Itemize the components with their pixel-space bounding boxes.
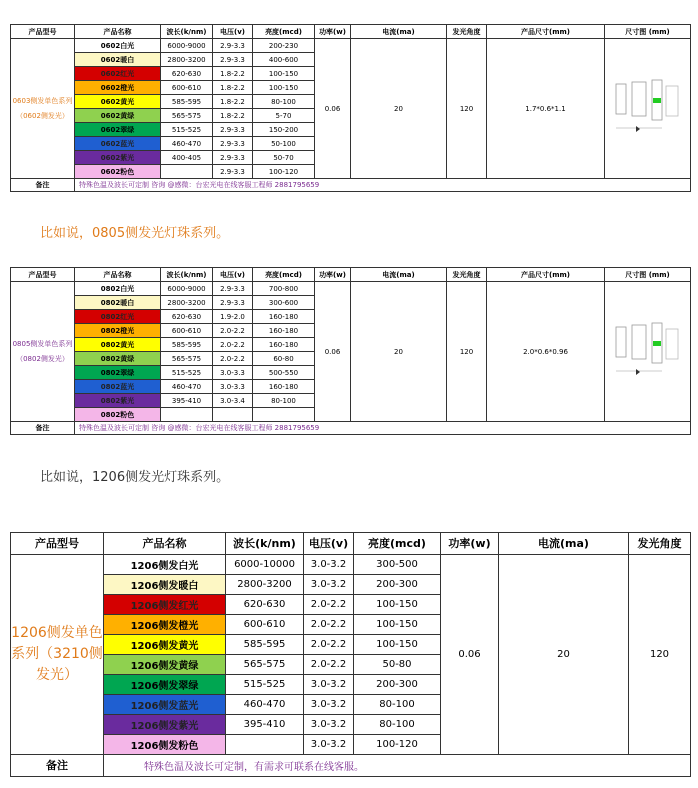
wavelength-cell: 600-610 bbox=[226, 614, 304, 634]
header-angle: 发光角度 bbox=[447, 25, 487, 39]
wavelength-cell: 460-470 bbox=[161, 380, 213, 394]
series-name: 0805侧发单色系列（0802侧发光） bbox=[11, 282, 75, 422]
brightness-cell: 100-120 bbox=[253, 165, 315, 179]
wavelength-cell: 620-630 bbox=[226, 594, 304, 614]
voltage-cell: 2.0-2.2 bbox=[213, 338, 253, 352]
voltage-cell: 1.8-2.2 bbox=[213, 95, 253, 109]
voltage-cell: 2.0-2.2 bbox=[304, 654, 354, 674]
header-voltage: 电压(v) bbox=[213, 25, 253, 39]
brightness-cell: 80-100 bbox=[253, 394, 315, 408]
product-name-cell: 0602翠绿 bbox=[75, 123, 161, 137]
product-name-cell: 1206侧发红光 bbox=[104, 594, 226, 614]
note-label: 备注 bbox=[11, 179, 75, 192]
brightness-cell: 80-100 bbox=[253, 95, 315, 109]
brightness-cell: 150-200 bbox=[253, 123, 315, 137]
voltage-cell: 2.9-3.3 bbox=[213, 151, 253, 165]
voltage-cell: 3.0-3.3 bbox=[213, 366, 253, 380]
wavelength-cell: 565-575 bbox=[226, 654, 304, 674]
table-row bbox=[11, 282, 691, 296]
voltage-cell: 3.0-3.2 bbox=[304, 574, 354, 594]
brightness-cell: 200-300 bbox=[354, 574, 441, 594]
wavelength-cell: 6000-9000 bbox=[161, 39, 213, 53]
brightness-cell: 300-500 bbox=[354, 554, 441, 574]
voltage-cell: 2.9-3.3 bbox=[213, 282, 253, 296]
header-angle: 发光角度 bbox=[629, 532, 691, 554]
header-power: 功率(w) bbox=[315, 25, 351, 39]
header-wavelength: 波长(k/nm) bbox=[226, 532, 304, 554]
voltage-cell: 1.8-2.2 bbox=[213, 81, 253, 95]
brightness-cell: 300-600 bbox=[253, 296, 315, 310]
dimension-drawing bbox=[605, 282, 691, 422]
header-drawing: 尺寸图 (mm) bbox=[605, 25, 691, 39]
header-power: 功率(w) bbox=[441, 532, 499, 554]
wavelength-cell: 515-525 bbox=[161, 366, 213, 380]
wavelength-cell: 620-630 bbox=[161, 67, 213, 81]
wavelength-cell bbox=[161, 408, 213, 422]
angle-value: 120 bbox=[447, 39, 487, 179]
brightness-cell: 100-150 bbox=[354, 614, 441, 634]
brightness-cell: 80-100 bbox=[354, 714, 441, 734]
voltage-cell: 1.8-2.2 bbox=[213, 109, 253, 123]
spec-table-1206 bbox=[10, 512, 691, 777]
header-brightness: 亮度(mcd) bbox=[253, 268, 315, 282]
voltage-cell: 2.9-3.3 bbox=[213, 296, 253, 310]
brightness-cell: 80-100 bbox=[354, 694, 441, 714]
product-name-cell: 0802黄绿 bbox=[75, 352, 161, 366]
header-size: 产品尺寸(mm) bbox=[487, 268, 605, 282]
product-name-cell: 0802橙光 bbox=[75, 324, 161, 338]
voltage-cell: 1.8-2.2 bbox=[213, 67, 253, 81]
brightness-cell: 100-120 bbox=[354, 734, 441, 754]
voltage-cell: 3.0-3.2 bbox=[304, 554, 354, 574]
header-size: 产品尺寸(mm) bbox=[487, 25, 605, 39]
wavelength-cell: 585-595 bbox=[161, 95, 213, 109]
brightness-cell: 160-180 bbox=[253, 324, 315, 338]
brightness-cell: 200-300 bbox=[354, 674, 441, 694]
header-name: 产品名称 bbox=[75, 25, 161, 39]
note-label: 备注 bbox=[11, 754, 104, 776]
product-name-cell: 1206侧发黄光 bbox=[104, 634, 226, 654]
size-value: 1.7*0.6*1.1 bbox=[487, 39, 605, 179]
product-name-cell: 1206侧发黄绿 bbox=[104, 654, 226, 674]
product-name-cell: 0802蓝光 bbox=[75, 380, 161, 394]
wavelength-cell: 460-470 bbox=[161, 137, 213, 151]
voltage-cell: 2.0-2.2 bbox=[304, 614, 354, 634]
voltage-cell: 1.9-2.0 bbox=[213, 310, 253, 324]
size-value: 2.0*0.6*0.96 bbox=[487, 282, 605, 422]
voltage-cell: 2.9-3.3 bbox=[213, 123, 253, 137]
product-name-cell: 0602橙光 bbox=[75, 81, 161, 95]
wavelength-cell: 585-595 bbox=[161, 338, 213, 352]
brightness-cell: 100-150 bbox=[253, 67, 315, 81]
brightness-cell: 50-70 bbox=[253, 151, 315, 165]
dimension-drawing bbox=[605, 39, 691, 179]
brightness-cell: 160-180 bbox=[253, 310, 315, 324]
wavelength-cell: 2800-3200 bbox=[161, 53, 213, 67]
brightness-cell: 50-100 bbox=[253, 137, 315, 151]
brightness-cell: 100-150 bbox=[354, 634, 441, 654]
product-name-cell: 0602粉色 bbox=[75, 165, 161, 179]
wavelength-cell: 2800-3200 bbox=[161, 296, 213, 310]
brightness-cell: 5-70 bbox=[253, 109, 315, 123]
note-text: 特殊色温及波长可定制 咨询 @感微：台宏光电在线客服工程师 2881795659 bbox=[75, 422, 691, 435]
product-name-cell: 1206侧发翠绿 bbox=[104, 674, 226, 694]
product-name-cell: 0802红光 bbox=[75, 310, 161, 324]
brightness-cell: 160-180 bbox=[253, 338, 315, 352]
note-text: 特殊色温及波长可定制，有需求可联系在线客服。 bbox=[104, 754, 691, 776]
led-dimension-diagram bbox=[612, 76, 684, 140]
header-angle: 发光角度 bbox=[447, 268, 487, 282]
product-name-cell: 0602蓝光 bbox=[75, 137, 161, 151]
voltage-cell: 3.0-3.2 bbox=[304, 674, 354, 694]
product-name-cell: 0802黄光 bbox=[75, 338, 161, 352]
brightness-cell: 500-550 bbox=[253, 366, 315, 380]
header-drawing: 尺寸图 (mm) bbox=[605, 268, 691, 282]
wavelength-cell: 600-610 bbox=[161, 324, 213, 338]
header-voltage: 电压(v) bbox=[304, 532, 354, 554]
table-row bbox=[11, 39, 691, 53]
header-type: 产品型号 bbox=[11, 532, 104, 554]
wavelength-cell: 400-405 bbox=[161, 151, 213, 165]
product-name-cell: 1206侧发紫光 bbox=[104, 714, 226, 734]
wavelength-cell: 600-610 bbox=[161, 81, 213, 95]
current-value: 20 bbox=[351, 282, 447, 422]
voltage-cell: 2.9-3.3 bbox=[213, 39, 253, 53]
note-text: 特殊色温及波长可定制 咨询 @感微：台宏光电在线客服工程师 2881795659 bbox=[75, 179, 691, 192]
angle-value: 120 bbox=[447, 282, 487, 422]
brightness-cell: 400-600 bbox=[253, 53, 315, 67]
spec-table-0805 bbox=[10, 267, 691, 435]
product-name-cell: 0602黄绿 bbox=[75, 109, 161, 123]
header-brightness: 亮度(mcd) bbox=[253, 25, 315, 39]
brightness-cell: 100-150 bbox=[253, 81, 315, 95]
header-current: 电流(ma) bbox=[351, 268, 447, 282]
wavelength-cell: 395-410 bbox=[161, 394, 213, 408]
product-name-cell: 0602黄光 bbox=[75, 95, 161, 109]
header-power: 功率(w) bbox=[315, 268, 351, 282]
header-type: 产品型号 bbox=[11, 25, 75, 39]
wavelength-cell: 620-630 bbox=[161, 310, 213, 324]
voltage-cell: 3.0-3.2 bbox=[304, 734, 354, 754]
wavelength-cell: 460-470 bbox=[226, 694, 304, 714]
voltage-cell: 3.0-3.2 bbox=[304, 714, 354, 734]
angle-value: 120 bbox=[629, 554, 691, 754]
header-current: 电流(ma) bbox=[351, 25, 447, 39]
voltage-cell: 2.0-2.2 bbox=[213, 352, 253, 366]
current-value: 20 bbox=[499, 554, 629, 754]
product-name-cell: 0802暖白 bbox=[75, 296, 161, 310]
brightness-cell: 60-80 bbox=[253, 352, 315, 366]
brightness-cell bbox=[253, 408, 315, 422]
wavelength-cell: 515-525 bbox=[226, 674, 304, 694]
header-name: 产品名称 bbox=[104, 532, 226, 554]
voltage-cell: 3.0-3.2 bbox=[304, 694, 354, 714]
brightness-cell: 160-180 bbox=[253, 380, 315, 394]
wavelength-cell bbox=[161, 165, 213, 179]
product-name-cell: 1206侧发粉色 bbox=[104, 734, 226, 754]
power-value: 0.06 bbox=[441, 554, 499, 754]
led-dimension-diagram bbox=[612, 319, 684, 383]
brightness-cell: 700-800 bbox=[253, 282, 315, 296]
product-name-cell: 0602暖白 bbox=[75, 53, 161, 67]
wavelength-cell: 565-575 bbox=[161, 352, 213, 366]
table-row bbox=[11, 554, 691, 574]
caption-0805: 比如说，0805侧发光灯珠系列。 bbox=[40, 226, 230, 241]
header-name: 产品名称 bbox=[75, 268, 161, 282]
header-wavelength: 波长(k/nm) bbox=[161, 268, 213, 282]
wavelength-cell bbox=[226, 734, 304, 754]
product-name-cell: 0802紫光 bbox=[75, 394, 161, 408]
caption-1206: 比如说，1206侧发光灯珠系列。 bbox=[40, 470, 230, 485]
product-name-cell: 0802翠绿 bbox=[75, 366, 161, 380]
header-type: 产品型号 bbox=[11, 268, 75, 282]
product-name-cell: 1206侧发蓝光 bbox=[104, 694, 226, 714]
voltage-cell: 3.0-3.4 bbox=[213, 394, 253, 408]
wavelength-cell: 6000-9000 bbox=[161, 282, 213, 296]
voltage-cell: 2.0-2.2 bbox=[304, 634, 354, 654]
header-wavelength: 波长(k/nm) bbox=[161, 25, 213, 39]
brightness-cell: 50-80 bbox=[354, 654, 441, 674]
voltage-cell: 2.9-3.3 bbox=[213, 137, 253, 151]
power-value: 0.06 bbox=[315, 39, 351, 179]
product-name-cell: 1206侧发白光 bbox=[104, 554, 226, 574]
product-name-cell: 0802粉色 bbox=[75, 408, 161, 422]
note-label: 备注 bbox=[11, 422, 75, 435]
product-name-cell: 1206侧发橙光 bbox=[104, 614, 226, 634]
brightness-cell: 100-150 bbox=[354, 594, 441, 614]
brightness-cell: 200-230 bbox=[253, 39, 315, 53]
wavelength-cell: 585-595 bbox=[226, 634, 304, 654]
voltage-cell: 2.0-2.2 bbox=[304, 594, 354, 614]
voltage-cell bbox=[213, 408, 253, 422]
wavelength-cell: 2800-3200 bbox=[226, 574, 304, 594]
product-name-cell: 0602红光 bbox=[75, 67, 161, 81]
series-name: 1206侧发单色系列（3210侧发光） bbox=[11, 554, 104, 754]
power-value: 0.06 bbox=[315, 282, 351, 422]
voltage-cell: 3.0-3.3 bbox=[213, 380, 253, 394]
wavelength-cell: 6000-10000 bbox=[226, 554, 304, 574]
wavelength-cell: 565-575 bbox=[161, 109, 213, 123]
voltage-cell: 2.9-3.3 bbox=[213, 165, 253, 179]
current-value: 20 bbox=[351, 39, 447, 179]
product-name-cell: 0602白光 bbox=[75, 39, 161, 53]
voltage-cell: 2.9-3.3 bbox=[213, 53, 253, 67]
product-name-cell: 0802白光 bbox=[75, 282, 161, 296]
wavelength-cell: 395-410 bbox=[226, 714, 304, 734]
product-name-cell: 1206侧发暖白 bbox=[104, 574, 226, 594]
series-name: 0603侧发单色系列（0602侧发光） bbox=[11, 39, 75, 179]
header-current: 电流(ma) bbox=[499, 532, 629, 554]
header-brightness: 亮度(mcd) bbox=[354, 532, 441, 554]
wavelength-cell: 515-525 bbox=[161, 123, 213, 137]
header-voltage: 电压(v) bbox=[213, 268, 253, 282]
top-spacer bbox=[11, 512, 691, 532]
voltage-cell: 2.0-2.2 bbox=[213, 324, 253, 338]
product-name-cell: 0602紫光 bbox=[75, 151, 161, 165]
spec-table-0603 bbox=[10, 24, 691, 192]
